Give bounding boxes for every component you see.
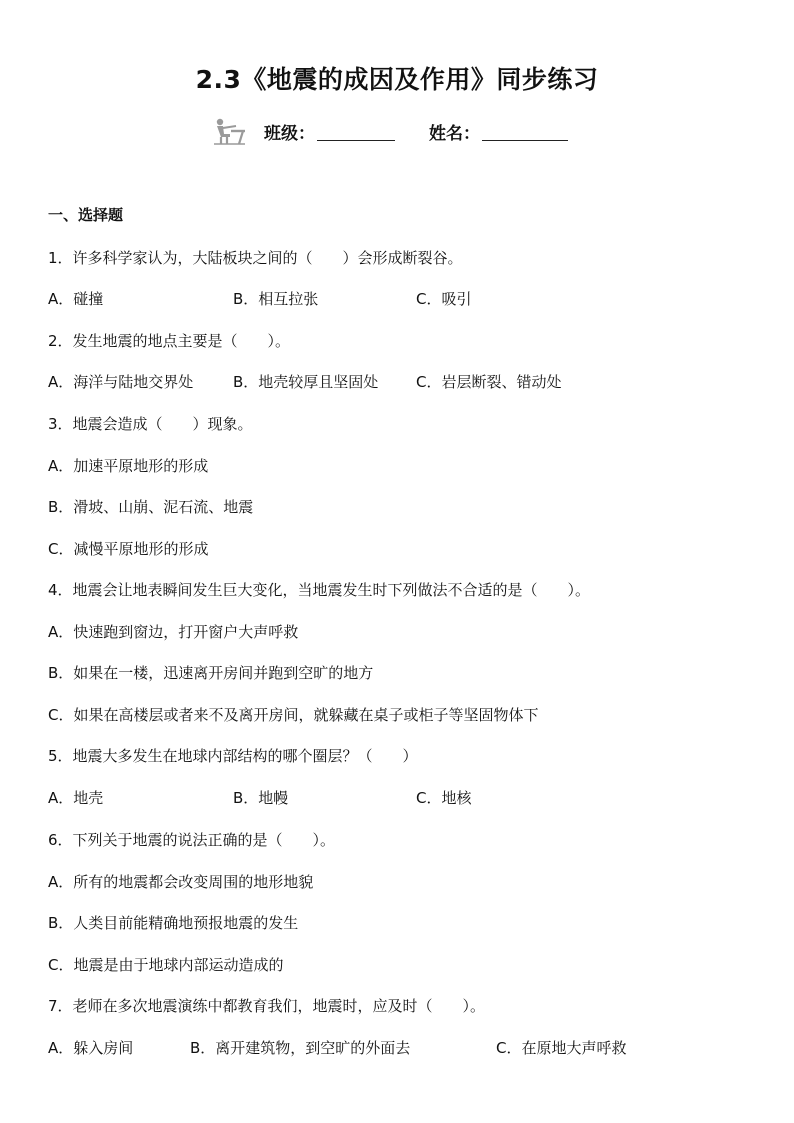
option-b[interactable]: B．相互拉张	[233, 290, 319, 308]
student-at-desk-icon	[212, 117, 246, 145]
option-b[interactable]: B．人类目前能精确地预报地震的发生	[48, 914, 299, 932]
option-c[interactable]: C．地核	[416, 789, 472, 807]
option-c[interactable]: C．吸引	[416, 290, 472, 308]
option-row	[48, 787, 748, 809]
option-b[interactable]: B．滑坡、山崩、泥石流、地震	[48, 498, 254, 516]
name-blank[interactable]	[482, 122, 568, 141]
question-stem: 6．下列关于地震的说法正确的是（ ）。	[48, 831, 336, 849]
option-b[interactable]: B．地幔	[233, 789, 289, 807]
option-c[interactable]: C．在原地大声呼救	[496, 1039, 627, 1057]
question-stem: 1．许多科学家认为，大陆板块之间的（ ）会形成断裂谷。	[48, 249, 463, 267]
page-title: 2.3《地震的成因及作用》同步练习	[195, 65, 599, 94]
class-label: 班级：	[264, 123, 315, 144]
class-blank[interactable]	[317, 122, 395, 141]
option-b[interactable]: B．如果在一楼，迅速离开房间并跑到空旷的地方	[48, 664, 374, 682]
option-c[interactable]: C．减慢平原地形的形成	[48, 540, 209, 558]
option-b[interactable]: B．离开建筑物，到空旷的外面去	[190, 1039, 411, 1057]
option-row	[48, 371, 748, 393]
option-a[interactable]: A．躲入房间	[48, 1039, 134, 1057]
student-info-line	[212, 116, 568, 146]
question-stem: 5．地震大多发生在地球内部结构的哪个圈层？（ ）	[48, 747, 418, 765]
section-heading: 一、选择题	[48, 206, 124, 224]
option-a[interactable]: A．所有的地震都会改变周围的地形地貌	[48, 873, 314, 891]
option-c[interactable]: C．地震是由于地球内部运动造成的	[48, 956, 284, 974]
option-row	[48, 288, 748, 310]
question-stem: 3．地震会造成（ ）现象。	[48, 415, 253, 433]
option-a[interactable]: A．碰撞	[48, 290, 104, 308]
option-row	[48, 1037, 748, 1059]
name-label: 姓名：	[429, 123, 480, 144]
option-a[interactable]: A．地壳	[48, 789, 104, 807]
option-c[interactable]: C．岩层断裂、错动处	[416, 373, 562, 391]
option-a[interactable]: A．海洋与陆地交界处	[48, 373, 194, 391]
question-stem: 2．发生地震的地点主要是（ ）。	[48, 332, 291, 350]
option-c[interactable]: C．如果在高楼层或者来不及离开房间，就躲藏在桌子或柜子等坚固物体下	[48, 706, 539, 724]
option-a[interactable]: A．快速跑到窗边，打开窗户大声呼救	[48, 623, 299, 641]
question-stem: 4．地震会让地表瞬间发生巨大变化，当地震发生时下列做法不合适的是（ ）。	[48, 581, 591, 599]
option-b[interactable]: B．地壳较厚且坚固处	[233, 373, 379, 391]
option-a[interactable]: A．加速平原地形的形成	[48, 457, 209, 475]
question-stem: 7．老师在多次地震演练中都教育我们，地震时，应及时（ ）。	[48, 997, 486, 1015]
